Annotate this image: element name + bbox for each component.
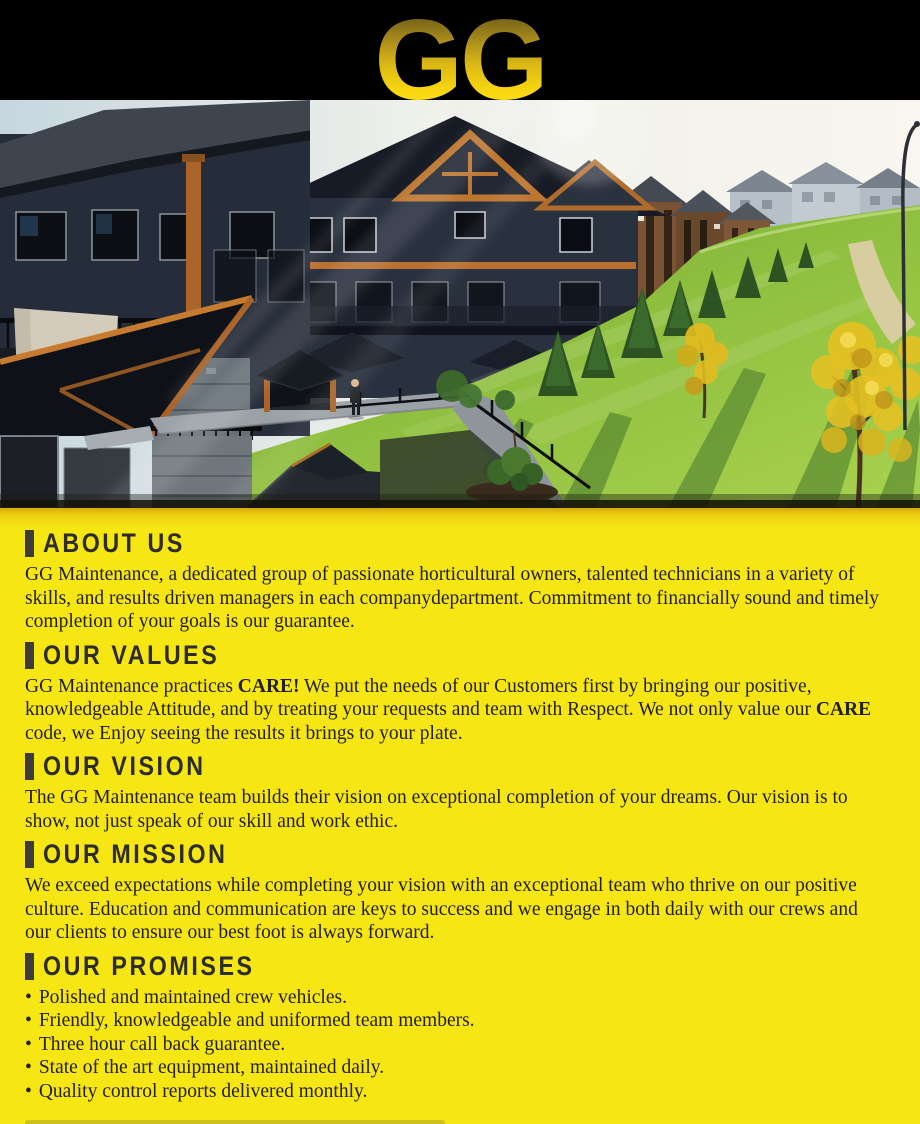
heading-bar-icon [25,530,34,557]
heading-bar-icon [25,642,34,669]
section-title: OUR MISSION [43,839,228,869]
info-panel [0,508,920,1124]
section-heading [25,639,895,670]
bottom-partial-element [25,1120,445,1124]
section-our-mission [25,841,895,945]
photo-edge-shade [0,494,920,500]
bullet-item [25,1056,887,1080]
section-heading [25,530,895,557]
bullet-item [25,1009,887,1033]
section-paragraph: GG Maintenance practices CARE! We put the needs of our Customers first by bringing our positive, knowledgeable Attitude, and by treating your requests and team with Respect. We not only value our CARE code, we Enjoy seeing the results it brings to your plate. [25,675,872,744]
bullet-item [25,986,887,1010]
heading-bar-icon [25,953,34,980]
bullet-icon: • [25,1033,32,1055]
section-our-values [25,639,895,746]
bullet-icon: • [25,1057,32,1078]
photo-edge [0,500,920,508]
bullet-text: Three hour call back guarantee. [38,1033,286,1055]
section-title: OUR VISION [43,751,206,781]
bullet-item [25,1033,887,1057]
bullet-text: State of the art equipment, maintained daily. [38,1057,385,1078]
section-heading [25,753,895,780]
section-title: OUR PROMISES [43,950,255,981]
bullet-text: Polished and maintained crew vehicles. [38,986,347,1008]
bullet-text: Quality control reports delivered monthly. [38,1080,368,1102]
bullet-icon: • [25,1010,32,1031]
heading-bar-icon [25,753,34,780]
section-our-promises [25,950,895,1104]
heading-bar-icon [25,841,34,868]
company-logo: GG [374,15,545,100]
section-about-us [25,530,895,634]
section-title: ABOUT US [43,528,185,558]
sections-container [25,530,895,1103]
section-paragraph: The GG Maintenance team builds their vision on exceptional completion of your dreams. Our vision is to show, not just speak of our skill and work ethic. [25,787,848,832]
bullet-text: Friendly, knowledgeable and uniformed team members. [38,1010,475,1031]
section-title: OUR VALUES [43,639,220,670]
community-photo-illustration [0,100,920,508]
section-heading [25,950,895,981]
header [0,0,920,100]
bullet-item [25,1080,887,1104]
bullet-icon: • [25,1080,32,1102]
bullet-icon: • [25,986,32,1008]
section-paragraph: We exceed expectations while completing your vision with an exceptional team who thrive on our positive culture. Education and communication are keys to success and we engage in both daily with our crews and our clients to ensure our best foot is always forward. [25,875,858,943]
bullet-list [25,986,887,1104]
hero-photo [0,100,920,508]
section-our-vision [25,753,895,833]
section-paragraph: GG Maintenance, a dedicated group of passionate horticultural owners, talented technicians in a variety of skills, and results driven managers in each companydepartment. Commitment to financially sound and timely completion of your goals is our guarantee. [25,564,880,632]
section-heading [25,841,895,868]
